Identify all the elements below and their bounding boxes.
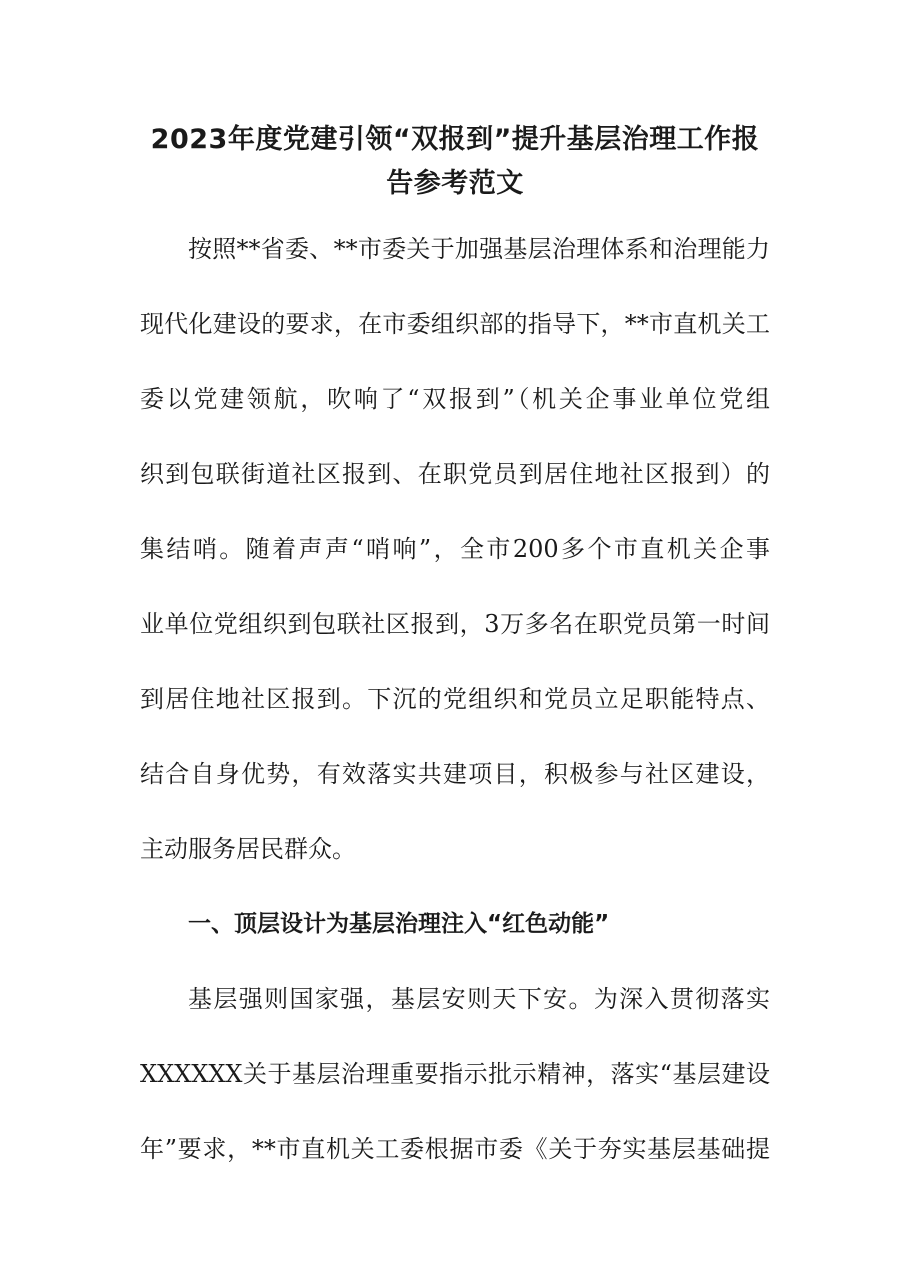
document-title-line-1: 2023年度党建引领“双报到”提升基层治理工作报 <box>150 124 760 155</box>
paragraph-2-line-3: 年”要求，**市直机关工委根据市委《关于夯实基层基础提 <box>140 1135 770 1163</box>
paragraph-1-line-7: 到居住地社区报到。下沉的党组织和党员立足职能特点、 <box>140 685 770 713</box>
section-heading-1: 一、顶层设计为基层治理注入“红色动能” <box>188 911 610 937</box>
paragraph-1-line-3: 委以党建领航，吹响了“双报到”（机关企事业单位党组 <box>140 385 770 413</box>
paragraph-2-line-1: 基层强则国家强，基层安则天下安。为深入贯彻落实 <box>188 985 770 1013</box>
paragraph-1-line-6: 业单位党组织到包联社区报到，3万多名在职党员第一时间 <box>140 610 770 638</box>
paragraph-1-line-8: 结合自身优势，有效落实共建项目，积极参与社区建设， <box>140 760 770 788</box>
document-title-line-2: 告参考范文 <box>386 168 524 199</box>
paragraph-1-line-2: 现代化建设的要求，在市委组织部的指导下，**市直机关工 <box>140 310 770 338</box>
paragraph-2-line-2: XXXXXX关于基层治理重要指示批示精神，落实“基层建设 <box>140 1060 770 1088</box>
paragraph-1-line-1: 按照**省委、**市委关于加强基层治理体系和治理能力 <box>188 235 770 263</box>
paragraph-1-line-4: 织到包联街道社区报到、在职党员到居住地社区报到）的 <box>140 460 770 488</box>
paragraph-1-line-9: 主动服务居民群众。 <box>140 835 356 863</box>
paragraph-1-line-5: 集结哨。随着声声“哨响”，全市200多个市直机关企事 <box>140 535 770 563</box>
